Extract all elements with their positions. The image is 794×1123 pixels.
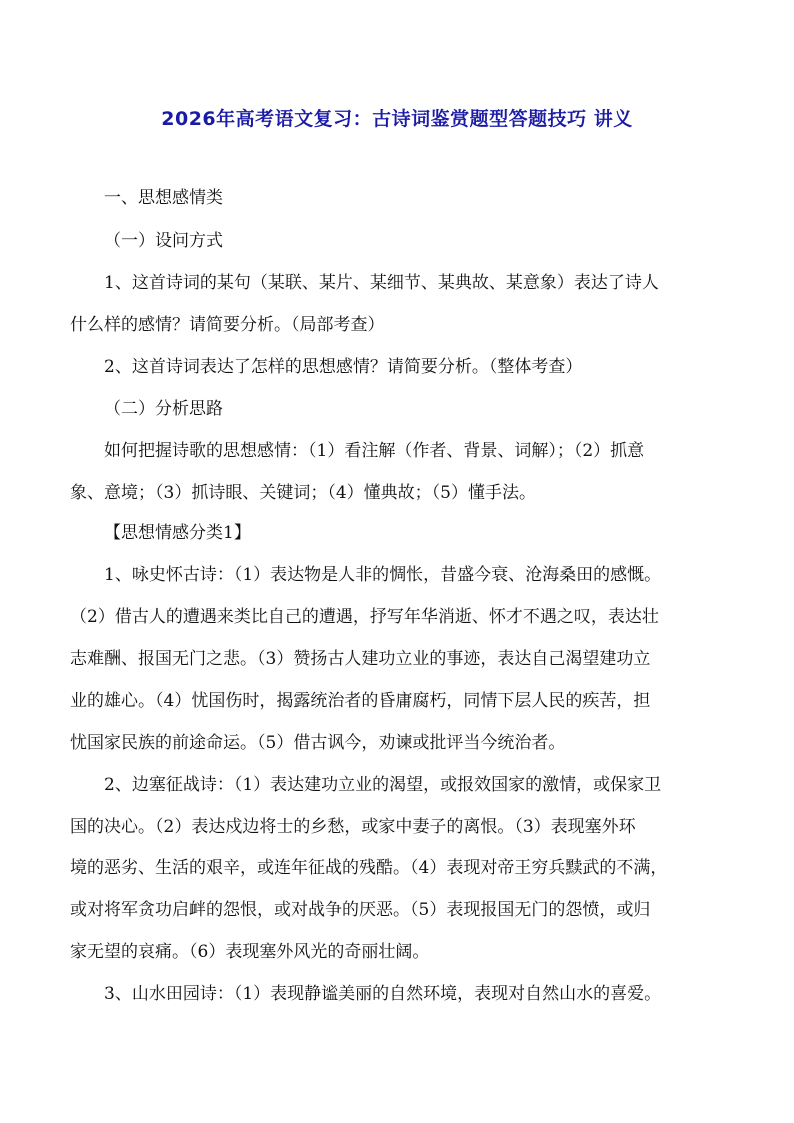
section-heading: 一、思想感情类 xyxy=(104,188,223,208)
paragraph-line: 2、边塞征战诗：（1）表达建功立业的渴望，或报效国家的激情，或保家卫 xyxy=(104,775,662,795)
paragraph-line: （2）借古人的遭遇来类比自己的遭遇，抒写年华消逝、怀才不遇之叹，表达壮 xyxy=(70,607,659,627)
paragraph-line: 或对将军贪功启衅的怨恨，或对战争的厌恶。（5）表现报国无门的怨愤，或归 xyxy=(70,900,651,920)
subsection-heading: （一）设问方式 xyxy=(104,231,223,251)
paragraph-line: 业的雄心。（4）忧国伤时，揭露统治者的昏庸腐朽，同情下层人民的疾苦，担 xyxy=(70,691,651,711)
paragraph-line: 什么样的感情？请简要分析。（局部考查） xyxy=(70,315,385,335)
paragraph-line: 1、咏史怀古诗：（1）表达物是人非的惆怅，昔盛今衰、沧海桑田的感慨。 xyxy=(104,565,662,585)
paragraph-line: 如何把握诗歌的思想感情：（1）看注解（作者、背景、词解）；（2）抓意 xyxy=(104,441,645,461)
paragraph-line: 3、山水田园诗：（1）表现静谧美丽的自然环境，表现对自然山水的喜爱。 xyxy=(104,984,662,1004)
paragraph-line: 志难酬、报国无门之悲。（3）赞扬古人建功立业的事迹，表达自己渴望建功立 xyxy=(70,649,651,669)
paragraph-line: 2、这首诗词表达了怎样的思想感情？请简要分析。（整体考查） xyxy=(104,357,583,377)
paragraph-line: 忧国家民族的前途命运。（5）借古讽今，劝谏或批评当今统治者。 xyxy=(70,733,566,753)
paragraph-line: 家无望的哀痛。（6）表现塞外风光的奇丽壮阔。 xyxy=(70,942,430,962)
subsection-heading: （二）分析思路 xyxy=(104,399,223,419)
paragraph-line: 国的决心。（2）表达戍边将士的乡愁，或家中妻子的离恨。（3）表现塞外环 xyxy=(70,817,636,837)
paragraph-line: 境的恶劣、生活的艰辛，或连年征战的残酷。（4）表现对帝王穷兵黩武的不满， xyxy=(70,858,668,878)
paragraph-line: 1、这首诗词的某句（某联、某片、某细节、某典故、某意象）表达了诗人 xyxy=(104,273,659,293)
category-heading: 【思想情感分类1】 xyxy=(104,523,251,543)
page-title: 2026年高考语文复习：古诗词鉴赏题型答题技巧 讲义 xyxy=(161,108,633,130)
paragraph-line: 象、意境；（3）抓诗眼、关键词；（4）懂典故；（5）懂手法。 xyxy=(70,483,536,503)
